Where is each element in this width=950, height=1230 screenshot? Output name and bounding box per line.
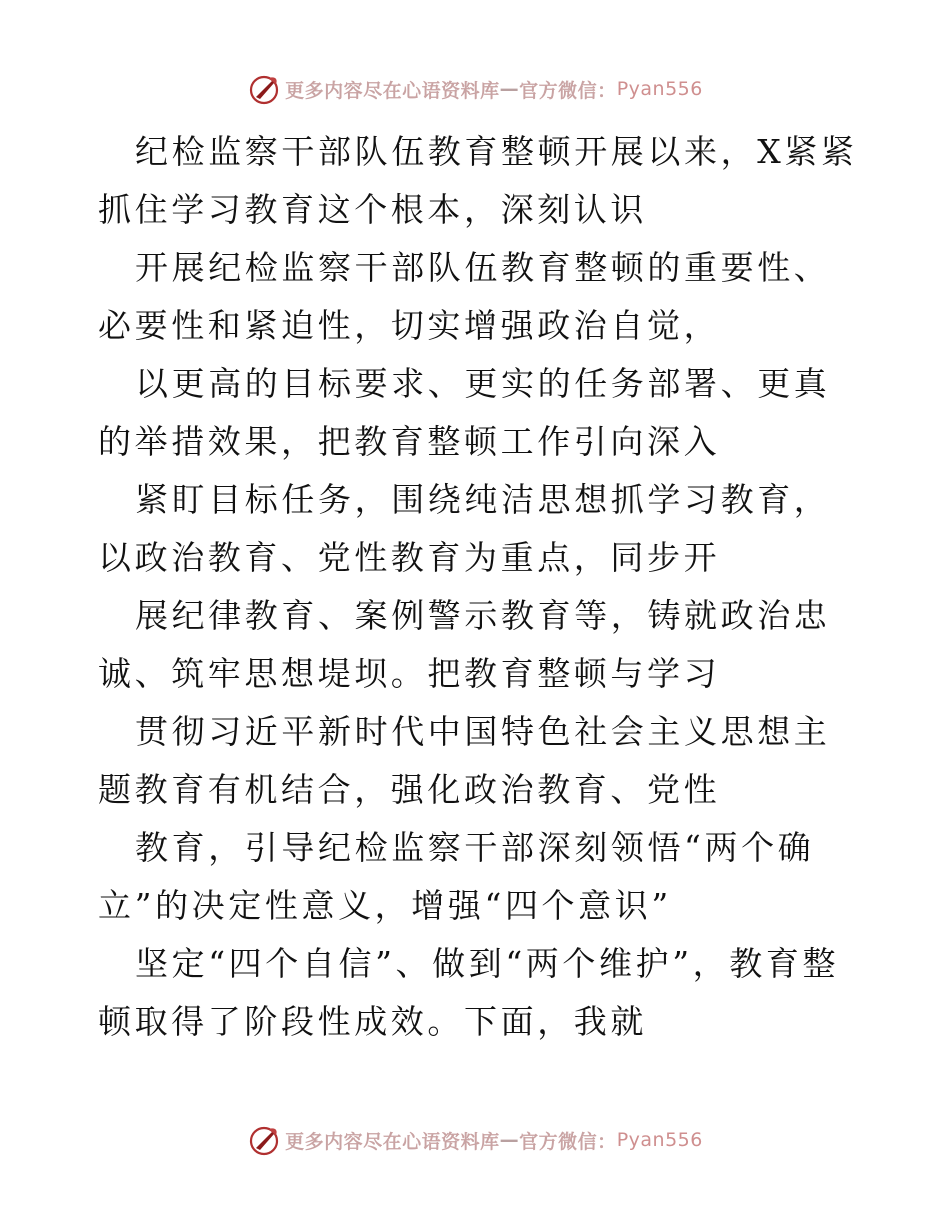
paragraph-1: 纪检监察干部队伍教育整顿开展以来，X紧紧抓住学习教育这个根本，深刻认识 [98,132,858,229]
watermark-contact-id: Pyan556 [616,1129,703,1151]
header-watermark [0,72,950,106]
watermark-contact-label: 官方微信： [519,79,617,102]
paragraph-6: 贯彻习近平新时代中国特色社会主义思想主题教育有机结合，强化政治教育、党性 [98,712,831,809]
paragraph-4: 紧盯目标任务，围绕纯洁思想抓学习教育，以政治教育、党性教育为重点，同步开 [98,480,831,577]
paragraph-3: 以更高的目标要求、更实的任务部署、更真的举措效果，把教育整顿工作引向深入 [98,364,831,461]
paragraph-5: 展纪律教育、案例警示教育等，铸就政治忠诚、筑牢思想堤坝。把教育整顿与学习 [98,596,831,693]
watermark-text: 更多内容尽在心语资料库 [285,79,500,102]
paragraph-8: 坚定“四个自信”、做到“两个维护”，教育整顿取得了阶段性成效。下面，我就 [98,944,840,1041]
footer-watermark [0,1123,950,1157]
document-body [98,123,858,1051]
watermark-separator: — [499,78,520,100]
paragraph-2: 开展纪检监察干部队伍教育整顿的重要性、必要性和紧迫性，切实增强政治自觉， [98,248,831,345]
watermark-text: 更多内容尽在心语资料库 [285,1130,500,1153]
quill-pen-icon [247,1123,281,1157]
quill-pen-icon [247,72,281,106]
watermark-contact-label: 官方微信： [519,1130,617,1153]
watermark-separator: — [499,1129,520,1151]
paragraph-7: 教育，引导纪检监察干部深刻领悟“两个确立”的决定性意义，增强“四个意识” [98,828,815,925]
watermark-contact-id: Pyan556 [616,78,703,100]
